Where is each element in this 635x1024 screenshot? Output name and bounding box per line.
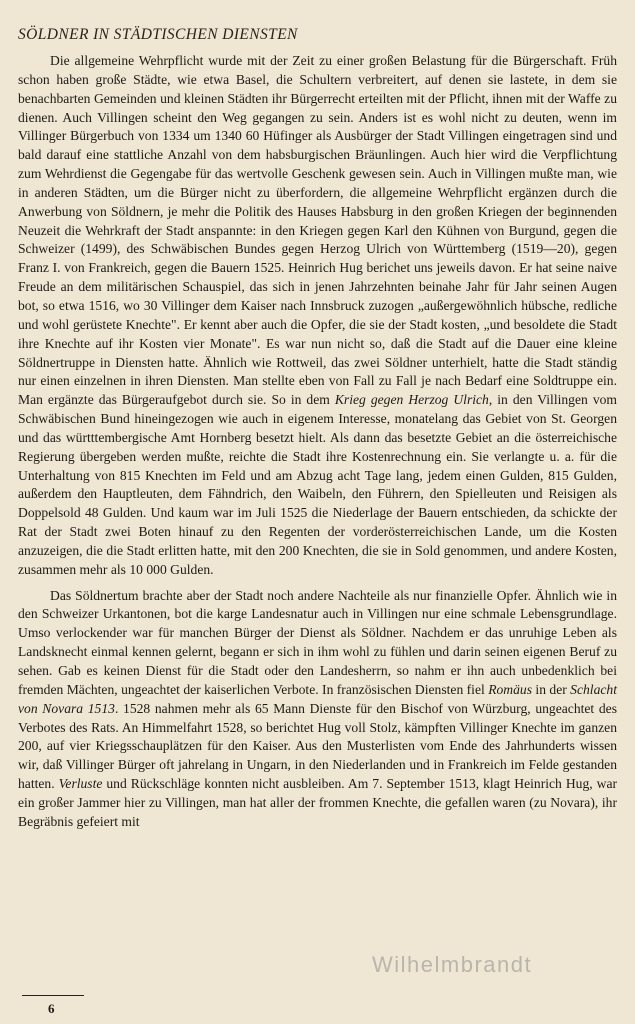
paragraph-1-text-a: Die allgemeine Wehrpflicht wurde mit der Zeit zu einer großen Belastung für die Bürgerschaft. Früh schon haben große Städte, wie etwa Basel, die Schultern verbreitert, auf denen sie lastete, in dem sie benachbarten Gemeinden und kleinen Städten ihr Bürgerrecht erteilten mit der Pflicht, ihnen mit der Waffe zu dienen. Auch Villingen scheint den Weg gegangen zu sein. Anders ist es wohl nicht zu deuten, wenn im Villinger Bürgerbuch von 1334 um 1340 60 Hüfinger als Ausbürger der Stadt Villingen eingetragen sind und bald darauf eine stattliche Anzahl von dem habsburgischen Bräunlingen. Auch hier wird die Verpflichtung zum Wehrdienst die Gegengabe für das wertvolle Geschenk gewesen sein. Auch in Villingen mußte man, wie in anderen Städten, um die Bürger nicht zu überfordern, die allgemeine Wehrpflicht ergänzen durch die Anwerbung von Söldnern, je mehr die Politik des Hauses Habsburg in den großen Kriegen der beginnenden Neuzeit die Wehrkraft der Stadt anspannte: in den Kriegen gegen Karl den Kühnen von Burgund, gegen die Schweizer (1499), des Schwäbischen Bundes gegen Herzog Ulrich von Württemberg (1519—20), gegen Franz I. von Frankreich, gegen die Bauern 1525. Heinrich Hug berichet uns jeweils davon. Er hat seine naive Freude an dem militärischen Schauspiel, das sich in jenen Jahrzehnten beinahe Jahr für Jahr seinen Augen bot, so etwa 1516, wo 30 Villinger dem Kaiser nach Innsbruck zuzogen „außergewöhnlich hübsche, redliche und wohl gerüstete Knechte". Er kennt aber auch die Opfer, die sie der Stadt kosten, „und besoldete die Stadt ihre Knechte auf ihr Kosten vier Monate". Es war nun nicht so, daß die Stadt auf die Dauer eine kleine Söldnertruppe in Diensten hatte. Ähnlich wie Rottweil, das zwei Söldner unterhielt, hatte die Stadt ständig nur einen einzelnen in ihren Diensten. Man stellte eben von Fall zu Fall je nach Bedarf eine Soldtruppe ein. Man ergänzte das Bürgeraufgebot durch sie. So in dem xyxy=(18,53,617,408)
paragraph-2 xyxy=(18,587,617,832)
paragraph-2-text-d: und Rückschläge konnten nicht ausbleiben. Am 7. September 1513, klagt Heinrich Hug, war ein großer Jammer hier zu Villingen, man hat aller der frommen Knechte, die gefallen waren (zu Novara), ihr Begräbnis gefeiert mit xyxy=(18,776,618,829)
paragraph-1 xyxy=(18,52,617,580)
footer-rule xyxy=(22,995,84,996)
paragraph-2-emphasis-romaeus: Romäus xyxy=(488,681,532,697)
paragraph-2-text-c: . 1528 nahmen mehr als 65 Mann Dienste für den Bischof von Würzburg, ungeachtet des Verbotes des Rats. An Himmelfahrt 1528, so berichtet Hug voll Stolz, kämpften Villinger Knechte im ganzen 200, auf vier Kriegsschauplätzen für den Kaiser. Aus den Musterlisten vom Ende des Jahrhunderts wissen wir, daß Villinger Bürger oft jahrelang in Ungarn, in den Niederlanden und in Frankreich im Felde gestanden hatten. xyxy=(18,700,617,792)
watermark: Wilhelmbrandt xyxy=(372,952,533,977)
body-text xyxy=(18,52,617,832)
page-number: 6 xyxy=(48,1001,55,1016)
paragraph-1-emphasis: Krieg gegen Herzog Ulrich xyxy=(334,392,489,408)
paragraph-2-emphasis-verluste: Verluste xyxy=(58,776,103,792)
paragraph-2-text-a: Das Söldnertum brachte aber der Stadt noch andere Nachteile als nur finanzielle Opfer. Ähnlich wie in den Schweizer Urkantonen, bot die karge Landesnatur auch in Villingen nur eine schmale Lebensgrundlage. Umso verlockender war für manchen Bürger der Dienst als Söldner. Nachdem er das unruhige Leben als Landsknecht einmal kennen gelernt, begann er sich in ihm wohl zu fühlen und darin seinen eigenen Beruf zu sehen. Gab es keinen Dienst für die Stadt oder den Landesherrn, so nahm er ihn auch unbedenklich bei fremden Mächten, ungeachtet der kaiserlichen Verbote. In französischen Diensten fiel xyxy=(18,587,617,697)
chapter-heading: SÖLDNER IN STÄDTISCHEN DIENSTEN xyxy=(18,26,298,43)
paragraph-1-text-b: , in den Villingen vom Schwäbischen Bund hineingezogen wie auch in eigenem Interesse, monatelang das Gebiet von St. Georgen und das württtembergische Amt Hornberg besetzt hielt. Als dann das besetzte Gebiet an die österreichische Regierung übergeben werden mußte, reichte die Stadt ihre Kostenrechnung ein. Sie verlangte u. a. für die Unterhaltung von 815 Knechten im Feld und am Abzug acht Tage lang, jedem einen Gulden, 815 Gulden, außerdem den Hauptleuten, dem Fähndrich, den Waibeln, den Führern, den Spielleuten und Reisigen als Doppelsold 48 Gulden. Und kaum war im Juli 1525 die Niederlage der Bauern entschieden, da schickte der Rat der Stadt zwei Boten hinauf zu den Regenten der vorderösterreichischen Lande, um die Kosten anzuzeigen, die die Stadt erlitten hatte, mit den 200 Knechten, die sie in Sold genommen, und andere Kosten, zusammen mehr als 10 000 Gulden. xyxy=(18,392,617,577)
paragraph-2-emphasis-novara: Schlacht von Novara 1513 xyxy=(18,681,617,716)
paragraph-2-text-b: in der xyxy=(532,681,571,697)
